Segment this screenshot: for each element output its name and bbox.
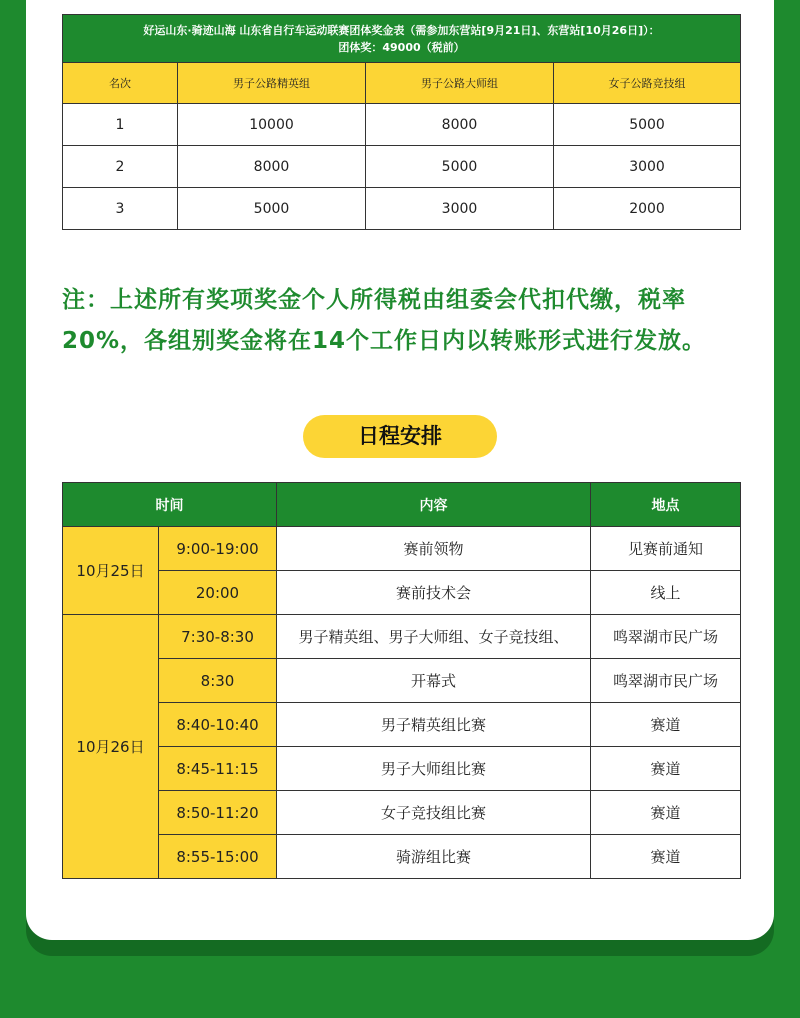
tax-note [62, 280, 752, 362]
table-cell: 10000 [178, 104, 366, 146]
prize-table-header [63, 15, 741, 63]
table-row [63, 571, 741, 615]
column-header: 名次 [63, 63, 178, 104]
prize-table-title [63, 15, 741, 63]
table-row [63, 747, 741, 791]
table-cell: 3000 [554, 146, 741, 188]
column-header: 男子公路大师组 [366, 63, 554, 104]
table-cell: 3 [63, 188, 178, 230]
prize-column-headers [63, 63, 741, 104]
table-row [63, 659, 741, 703]
time-cell: 9:00-19:00 [159, 527, 277, 571]
table-cell: 2000 [554, 188, 741, 230]
table-row [63, 703, 741, 747]
table-cell: 5000 [366, 146, 554, 188]
content-cell: 赛前技术会 [277, 571, 591, 615]
column-header: 女子公路竞技组 [554, 63, 741, 104]
table-cell: 5000 [178, 188, 366, 230]
time-cell: 8:55-15:00 [159, 835, 277, 879]
table-row [63, 146, 741, 188]
content-cell: 开幕式 [277, 659, 591, 703]
header-content: 内容 [277, 483, 591, 527]
tax-note-line2: 20%，各组别奖金将在14个工作日内以转账形式进行发放。 [62, 328, 707, 354]
content-cell: 骑游组比赛 [277, 835, 591, 879]
place-cell: 赛道 [591, 747, 741, 791]
table-cell: 8000 [178, 146, 366, 188]
table-row [63, 104, 741, 146]
table-row [63, 527, 741, 571]
table-cell: 2 [63, 146, 178, 188]
content-cell: 男子大师组比赛 [277, 747, 591, 791]
date-cell: 10月26日 [63, 615, 159, 879]
table-row [63, 791, 741, 835]
table-cell: 1 [63, 104, 178, 146]
header-place: 地点 [591, 483, 741, 527]
content-cell: 赛前领物 [277, 527, 591, 571]
table-cell: 8000 [366, 104, 554, 146]
table-row [63, 615, 741, 659]
table-row [63, 188, 741, 230]
time-cell: 7:30-8:30 [159, 615, 277, 659]
schedule-title: 日程安排 [303, 415, 497, 458]
content-cell: 男子精英组比赛 [277, 703, 591, 747]
table-cell: 3000 [366, 188, 554, 230]
time-cell: 20:00 [159, 571, 277, 615]
place-cell: 鸣翠湖市民广场 [591, 659, 741, 703]
time-cell: 8:30 [159, 659, 277, 703]
date-cell: 10月25日 [63, 527, 159, 615]
place-cell: 赛道 [591, 703, 741, 747]
prize-title-line2: 团体奖：49000（税前） [338, 40, 465, 54]
place-cell: 线上 [591, 571, 741, 615]
content-cell: 男子精英组、男子大师组、女子竞技组、 [277, 615, 591, 659]
column-header: 男子公路精英组 [178, 63, 366, 104]
tax-note-line1: 注：上述所有奖项奖金个人所得税由组委会代扣代缴，税率 [62, 287, 686, 313]
place-cell: 见赛前通知 [591, 527, 741, 571]
content-cell: 女子竞技组比赛 [277, 791, 591, 835]
prize-table [62, 14, 741, 230]
time-cell: 8:50-11:20 [159, 791, 277, 835]
header-time: 时间 [63, 483, 277, 527]
table-cell: 5000 [554, 104, 741, 146]
place-cell: 鸣翠湖市民广场 [591, 615, 741, 659]
schedule-header-row [63, 483, 741, 527]
place-cell: 赛道 [591, 835, 741, 879]
prize-title-line1: 好运山东·骑迹山海 山东省自行车运动联赛团体奖金表（需参加东营站[9月21日]、东营站[10月26日]）： [143, 23, 660, 37]
place-cell: 赛道 [591, 791, 741, 835]
table-row [63, 835, 741, 879]
time-cell: 8:40-10:40 [159, 703, 277, 747]
schedule-table [62, 482, 741, 879]
time-cell: 8:45-11:15 [159, 747, 277, 791]
